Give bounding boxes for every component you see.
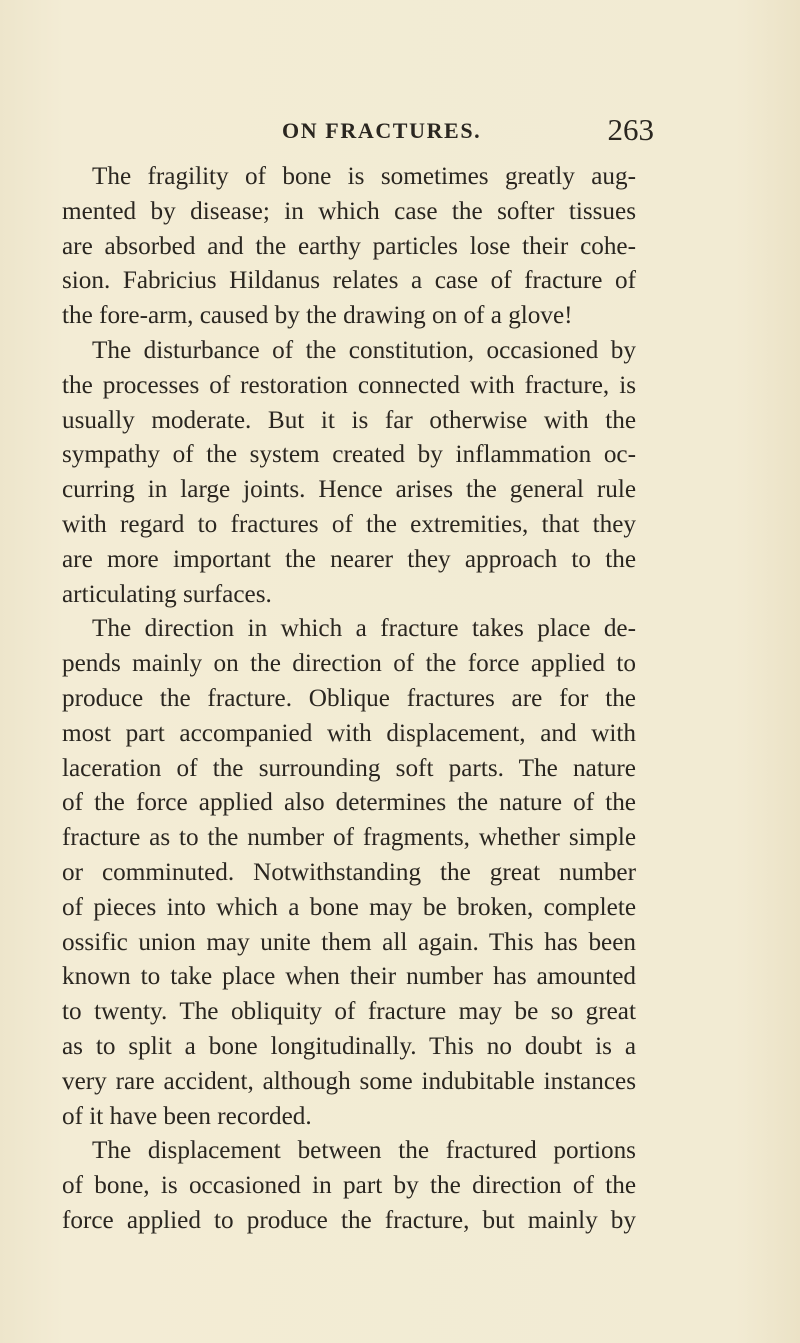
running-head-title: ON FRACTURES.: [282, 118, 482, 143]
text-line: The fragility of bone is sometimes greatly aug-: [92, 163, 636, 190]
text-line: most part accompanied with displacement, and with: [62, 719, 636, 747]
text-line: The direction in which a fracture takes place de-: [92, 615, 636, 643]
text-line: ossific union may unite them all again. This has been: [62, 928, 636, 956]
text-line: laceration of the surrounding soft parts. The nature: [62, 754, 636, 782]
text-line: usually moderate. But it is far otherwise with the: [62, 406, 636, 434]
running-head: [100, 112, 660, 148]
text-line: the processes of restoration connected with fracture, is: [62, 371, 636, 399]
text-line: of pieces into which a bone may be broken, complete: [62, 893, 636, 921]
text-line: of the force applied also determines the nature of the: [62, 789, 636, 817]
text-line: known to take place when their number has amounted: [62, 963, 636, 991]
text-line: The disturbance of the constitution, occasioned by: [92, 336, 636, 364]
text-line: pends mainly on the direction of the force applied to: [62, 650, 636, 678]
text-line: fracture as to the number of fragments, whether simple: [62, 824, 636, 852]
page-number: 263: [607, 112, 654, 147]
body-text: [62, 160, 636, 1239]
text-line: as to split a bone longitudinally. This no doubt is a: [62, 1032, 636, 1060]
text-line: mented by disease; in which case the softer tissues: [62, 197, 636, 225]
text-line: articulating surfaces.: [62, 580, 272, 608]
text-line: of bone, is occasioned in part by the direction of the: [62, 1172, 636, 1200]
text-line: The displacement between the fractured portions: [92, 1137, 636, 1165]
text-line: with regard to fractures of the extremities, that they: [62, 510, 636, 538]
text-line: sion. Fabricius Hildanus relates a case of fracture of: [62, 267, 636, 295]
text-line: are absorbed and the earthy particles lose their cohe-: [62, 232, 636, 260]
text-line: force applied to produce the fracture, but mainly by: [62, 1206, 636, 1234]
text-line: or comminuted. Notwithstanding the great number: [62, 858, 636, 886]
text-line: of it have been recorded.: [62, 1102, 312, 1130]
text-line: to twenty. The obliquity of fracture may be so great: [62, 998, 636, 1026]
text-line: very rare accident, although some indubitable instances: [62, 1067, 636, 1095]
text-line: produce the fracture. Oblique fractures are for the: [62, 684, 636, 712]
text-line: sympathy of the system created by inflammation oc-: [62, 441, 636, 469]
text-line: are more important the nearer they approach to the: [62, 545, 636, 573]
text-line: the fore-arm, caused by the drawing on of a glove!: [62, 302, 573, 330]
text-line: curring in large joints. Hence arises the general rule: [62, 476, 636, 504]
